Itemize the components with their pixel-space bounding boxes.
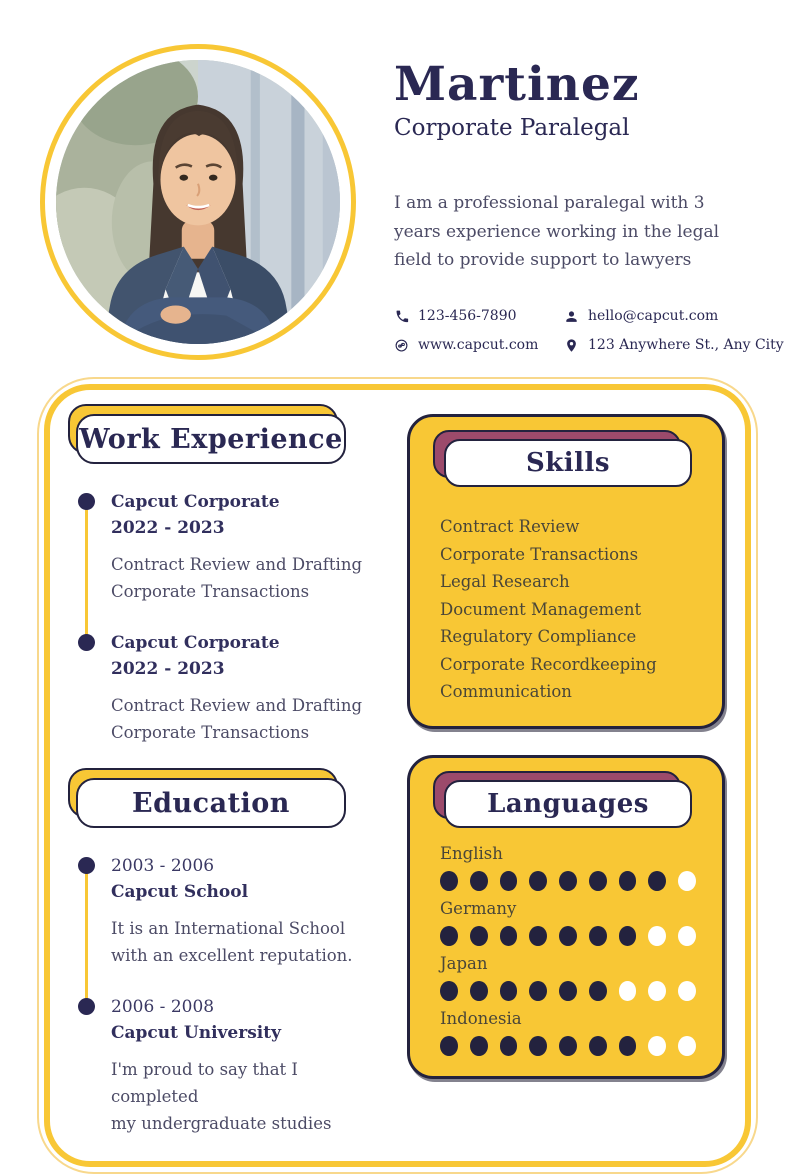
title-box: Education: [76, 778, 346, 828]
level-dot: [500, 926, 518, 946]
work-experience-title: [76, 414, 346, 464]
level-dot: [589, 871, 607, 891]
main-sections-card: [44, 384, 751, 1167]
language-item: [440, 899, 696, 946]
level-dot: [648, 1036, 666, 1056]
level-dot: [648, 871, 666, 891]
work-entry: [78, 631, 387, 746]
skills-list: [436, 513, 696, 706]
languages-card: [407, 755, 725, 1079]
timeline-dot: [78, 634, 95, 651]
level-dot: [619, 926, 637, 946]
skill-item: Document Management: [440, 599, 642, 619]
level-dot: [648, 981, 666, 1001]
timeline-line: [85, 502, 88, 641]
left-column: [76, 414, 387, 1137]
timeline-line: [85, 866, 88, 1005]
title-box: Work Experience: [76, 414, 346, 464]
level-dot: [440, 871, 458, 891]
language-name: Indonesia: [440, 1008, 522, 1028]
timeline-dot: [78, 857, 95, 874]
skill-item: Contract Review: [440, 517, 580, 536]
level-dot: [619, 871, 637, 891]
title-box: Skills: [444, 439, 692, 487]
level-dot: [500, 1036, 518, 1056]
level-dot: [440, 926, 458, 946]
contact-item: [394, 337, 544, 353]
education-title: [76, 778, 346, 828]
language-level: [440, 926, 696, 946]
contact-text: 123-456-7890: [418, 308, 517, 324]
user-icon: [564, 309, 579, 324]
language-name: English: [440, 843, 503, 863]
entry-description-line: Contract Review and Drafting: [111, 555, 363, 574]
entry-description-line: Corporate Transactions: [111, 582, 310, 602]
skill-item: Communication: [440, 682, 572, 701]
level-dot: [619, 981, 637, 1001]
level-dot: [678, 1036, 696, 1056]
entry-description-line: I'm proud to say that I completed: [111, 1060, 298, 1107]
level-dot: [500, 981, 518, 1001]
language-item: [440, 954, 696, 1001]
level-dot: [440, 981, 458, 1001]
skill-item: Corporate Transactions: [440, 544, 639, 564]
language-level: [440, 1036, 696, 1056]
language-item: [440, 1009, 696, 1056]
entry-heading-line: 2022 - 2023: [111, 517, 225, 538]
education-entries: [76, 854, 387, 1137]
level-dot: [470, 981, 488, 1001]
language-level: [440, 981, 696, 1001]
level-dot: [559, 981, 577, 1001]
work-entries: [76, 490, 387, 746]
contact-text: www.capcut.com: [418, 337, 539, 353]
right-column: [407, 414, 725, 1137]
entry-description-line: Contract Review and Drafting: [111, 696, 363, 716]
level-dot: [559, 1036, 577, 1056]
contact-item: [564, 308, 784, 324]
link-icon: [394, 338, 409, 353]
entry-heading-line: 2022 - 2023: [111, 658, 225, 679]
language-name: Germany: [440, 898, 517, 918]
level-dot: [529, 926, 547, 946]
entry-description: [111, 1056, 387, 1137]
entry-heading-line: Capcut Corporate: [111, 492, 280, 512]
level-dot: [678, 871, 696, 891]
level-dot: [440, 1036, 458, 1056]
languages-title: [444, 780, 692, 828]
location-icon: [564, 338, 579, 353]
skills-title: [444, 439, 692, 487]
education-entry: [78, 854, 387, 969]
header-text: [394, 44, 784, 360]
language-name: Japan: [440, 953, 488, 973]
level-dot: [678, 926, 696, 946]
summary-text: I am a professional paralegal with 3 years experience working in the legal field to provide support to lawyers: [394, 193, 720, 270]
level-dot: [529, 871, 547, 891]
entry-description: [111, 551, 387, 605]
person-name: Martinez: [394, 57, 640, 112]
portrait-illustration: [56, 60, 340, 344]
level-dot: [619, 1036, 637, 1056]
entry-description-line: my undergraduate studies: [111, 1114, 332, 1134]
profile-photo-ring: [40, 44, 356, 360]
level-dot: [500, 871, 518, 891]
entry-heading-line: 2003 - 2006: [111, 856, 215, 877]
languages-list: [436, 844, 696, 1056]
entry-description-line: It is an International School: [111, 919, 346, 939]
level-dot: [529, 981, 547, 1001]
contact-item: [394, 308, 544, 324]
skill-item: Corporate Recordkeeping: [440, 654, 657, 674]
level-dot: [559, 926, 577, 946]
skills-card: [407, 414, 725, 729]
work-entry: [78, 490, 387, 605]
level-dot: [589, 1036, 607, 1056]
contact-text: 123 Anywhere St., Any City: [588, 337, 784, 353]
entry-heading-line: 2006 - 2008: [111, 997, 215, 1018]
level-dot: [648, 926, 666, 946]
contact-item: [564, 337, 784, 353]
level-dot: [589, 926, 607, 946]
contact-list: [394, 308, 784, 353]
level-dot: [470, 926, 488, 946]
timeline-dot: [78, 998, 95, 1015]
timeline-dot: [78, 493, 95, 510]
title-box: Languages: [444, 780, 692, 828]
level-dot: [470, 1036, 488, 1056]
profile-photo: [56, 60, 340, 344]
entry-description: [111, 692, 387, 746]
entry-heading-line: Capcut University: [111, 1022, 281, 1043]
level-dot: [529, 1036, 547, 1056]
level-dot: [589, 981, 607, 1001]
entry-description-line: Corporate Transactions: [111, 723, 310, 743]
phone-icon: [394, 309, 409, 324]
education-entry: [78, 995, 387, 1137]
language-level: [440, 871, 696, 891]
entry-description-line: with an excellent reputation.: [111, 946, 353, 966]
entry-description: [111, 915, 387, 969]
level-dot: [559, 871, 577, 891]
language-item: [440, 844, 696, 891]
skill-item: Legal Research: [440, 572, 570, 591]
job-title: Corporate Paralegal: [394, 115, 630, 142]
entry-heading-line: Capcut School: [111, 881, 249, 902]
level-dot: [678, 981, 696, 1001]
level-dot: [470, 871, 488, 891]
contact-text: hello@capcut.com: [588, 308, 719, 324]
skill-item: Regulatory Compliance: [440, 627, 637, 646]
header: [0, 0, 793, 360]
entry-heading-line: Capcut Corporate: [111, 633, 280, 654]
